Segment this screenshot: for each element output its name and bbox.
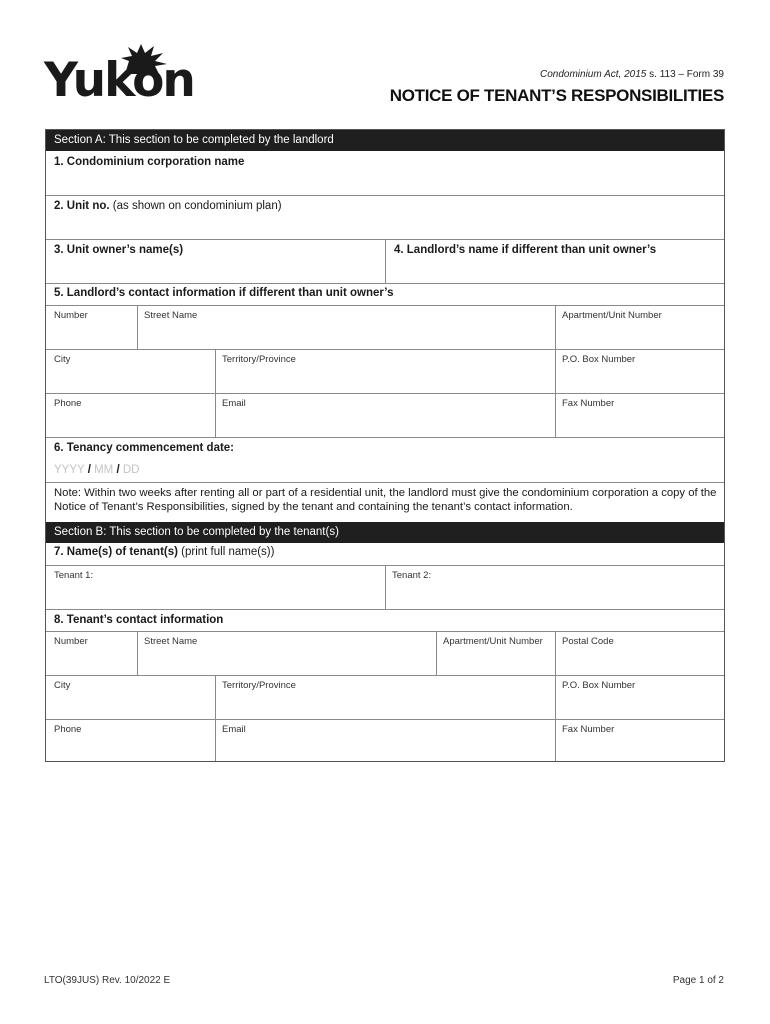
act-name: Condominium Act, 2015 — [540, 69, 647, 80]
tenant-apt-field[interactable] — [437, 631, 555, 675]
tenant-city-label: City — [54, 680, 71, 691]
tenant-phone-field[interactable] — [46, 719, 215, 761]
field-3-label: 3. Unit owner’s name(s) — [54, 244, 184, 256]
landlord-apt-label: Apartment/Unit Number — [562, 310, 662, 321]
date-month-placeholder: MM — [94, 464, 114, 476]
tenant-postal-field[interactable] — [556, 631, 724, 675]
tenant-street-field[interactable] — [138, 631, 436, 675]
landlord-note: Note: Within two weeks after renting all or part of a residential unit, the landlord must give the condominium corporation a copy of the Notice of Tenant’s Responsibilities, signed by the tenant and containing the tenant’s contact information. — [54, 487, 717, 513]
field-7-label-bold: 7. Name(s) of tenant(s) — [54, 546, 178, 558]
condo-corporation-name-field[interactable] — [46, 151, 724, 195]
section-b-title-suffix: (s) — [325, 526, 339, 538]
tenant-email-label: Email — [222, 724, 246, 735]
unit-owner-name-field[interactable] — [46, 239, 385, 283]
page-title: NOTICE OF TENANT’S RESPONSIBILITIES — [389, 86, 724, 105]
date-separator: / — [116, 464, 120, 476]
tenant-fax-label: Fax Number — [562, 724, 615, 735]
field-5-label: 5. Landlord’s contact information if different than unit owner’s — [54, 287, 394, 299]
landlord-fax-label: Fax Number — [562, 398, 615, 409]
page-number: Page 1 of 2 — [672, 975, 724, 986]
tenant-1-label: Tenant 1: — [54, 570, 94, 581]
tenant-2-label: Tenant 2: — [392, 570, 432, 581]
divider — [385, 239, 386, 283]
tenant-email-field[interactable] — [216, 719, 555, 761]
divider — [46, 482, 724, 483]
landlord-pobox-field[interactable] — [556, 349, 724, 393]
landlord-email-field[interactable] — [216, 393, 555, 437]
tenant-2-name-field[interactable] — [386, 565, 724, 609]
tenant-number-label: Number — [54, 636, 88, 647]
landlord-name-field[interactable] — [386, 239, 724, 283]
field-1-label: 1. Condominium corporation name — [54, 156, 245, 168]
tenant-postal-label: Postal Code — [562, 636, 614, 647]
unit-number-field[interactable] — [46, 195, 724, 239]
section-b-header — [46, 522, 724, 543]
form — [45, 129, 725, 762]
date-day-placeholder: DD — [122, 464, 140, 476]
landlord-street-field[interactable] — [138, 305, 555, 349]
tenant-phone-label: Phone — [54, 724, 82, 735]
yukon-logo — [44, 44, 194, 108]
tenant-territory-field[interactable] — [216, 675, 555, 719]
date-separator: / — [87, 464, 91, 476]
form-code: LTO(39JUS) Rev. 10/2022 E — [44, 975, 171, 986]
section-a-header: Section A: This section to be completed by the landlord — [46, 130, 724, 151]
landlord-phone-field[interactable] — [46, 393, 215, 437]
landlord-territory-label: Territory/Province — [222, 354, 296, 365]
field-7-label — [54, 546, 274, 558]
field-8-label: 8. Tenant’s contact information — [54, 614, 224, 626]
tenant-1-name-field[interactable] — [46, 565, 385, 609]
landlord-territory-field[interactable] — [216, 349, 555, 393]
landlord-pobox-label: P.O. Box Number — [562, 354, 636, 365]
section-b-title: Section B: This section to be completed by the tenant — [54, 526, 326, 538]
landlord-phone-label: Phone — [54, 398, 82, 409]
date-year-placeholder: YYYY — [54, 464, 85, 476]
tenancy-date-field[interactable] — [54, 464, 140, 476]
divider — [46, 609, 724, 610]
tenant-pobox-label: P.O. Box Number — [562, 680, 636, 691]
tenant-territory-label: Territory/Province — [222, 680, 296, 691]
landlord-fax-field[interactable] — [556, 393, 724, 437]
field-6-label: 6. Tenancy commencement date: — [54, 442, 235, 454]
divider — [46, 437, 724, 438]
tenant-fax-field[interactable] — [556, 719, 724, 761]
field-4-label: 4. Landlord’s name if different than unit owner’s — [394, 244, 657, 256]
landlord-apt-field[interactable] — [556, 305, 724, 349]
landlord-number-label: Number — [54, 310, 88, 321]
field-2-label-note: (as shown on condominium plan) — [109, 200, 282, 212]
landlord-number-field[interactable] — [46, 305, 137, 349]
landlord-city-label: City — [54, 354, 71, 365]
landlord-street-label: Street Name — [144, 310, 198, 321]
field-7-label-note: (print full name(s)) — [177, 546, 275, 558]
act-reference — [540, 69, 724, 80]
tenant-pobox-field[interactable] — [556, 675, 724, 719]
divider — [46, 283, 724, 284]
tenant-street-label: Street Name — [144, 636, 198, 647]
tenant-city-field[interactable] — [46, 675, 215, 719]
landlord-email-label: Email — [222, 398, 246, 409]
act-section: s. 113 – Form 39 — [646, 69, 724, 80]
logo-wordmark: Yukon — [44, 53, 194, 108]
landlord-city-field[interactable] — [46, 349, 215, 393]
field-2-label-bold: 2. Unit no. — [54, 200, 110, 212]
tenant-apt-label: Apartment/Unit Number — [443, 636, 543, 647]
tenant-number-field[interactable] — [46, 631, 137, 675]
